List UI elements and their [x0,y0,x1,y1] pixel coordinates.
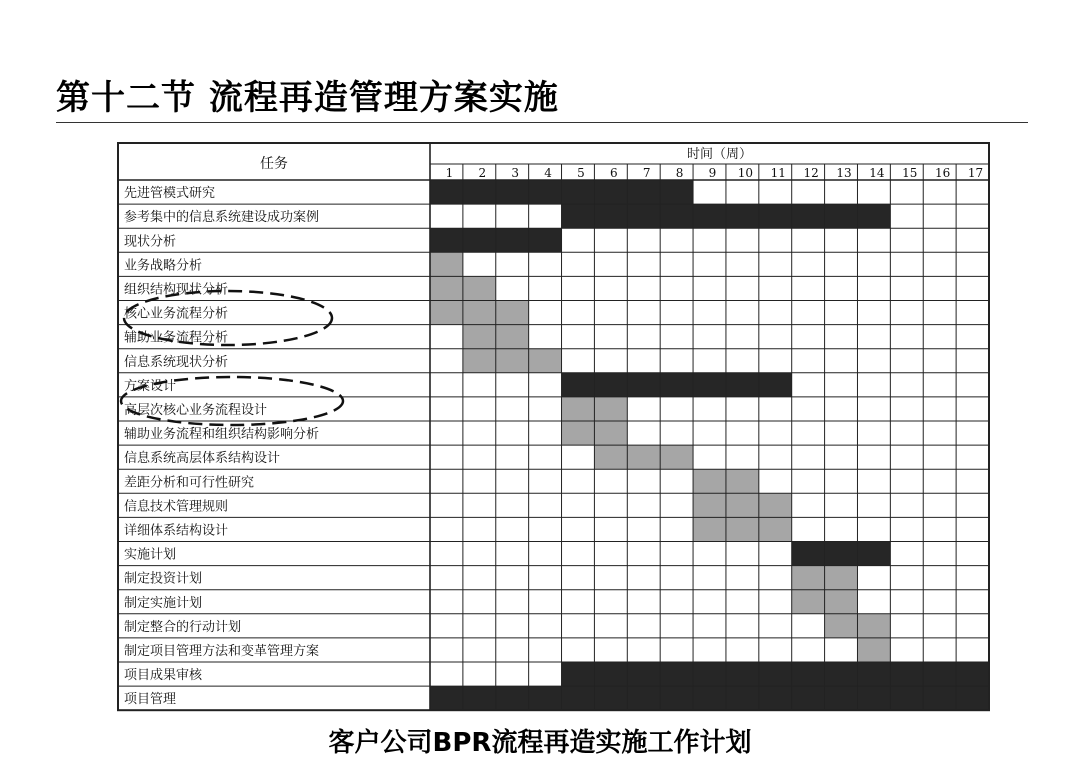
gantt-bar [792,542,891,566]
week-number-label: 14 [869,166,885,180]
task-name-label: 详细体系结构设计 [124,523,229,539]
task-name-label: 实施计划 [124,547,177,563]
task-name-label: 方案设计 [124,378,177,394]
week-number-label: 3 [511,166,520,180]
week-number-label: 5 [577,166,585,180]
gantt-bar [594,445,693,469]
gantt-bar [430,252,463,276]
task-name-label: 组织结构现状分析 [124,282,229,298]
gantt-bar [463,349,562,373]
task-name-label: 核心业务流程分析 [124,306,229,322]
task-name-label: 信息技术管理规则 [124,499,229,515]
gantt-bar [693,493,792,517]
week-number-label: 10 [737,166,754,180]
task-name-label: 信息系统高层体系结构设计 [124,451,281,467]
week-number-label: 1 [445,166,454,180]
slide-title: 第十二节 流程再造管理方案实施 [56,78,559,118]
task-name-label: 业务战略分析 [124,258,203,274]
task-name-label: 制定整合的行动计划 [124,619,242,635]
task-name-label: 辅助业务流程和组织结构影响分析 [124,427,320,443]
week-number-label: 8 [675,166,684,180]
task-name-label: 辅助业务流程分析 [124,330,229,346]
task-name-label: 项目管理 [124,692,177,708]
task-name-label: 高层次核心业务流程设计 [124,402,268,418]
task-name-label: 制定投资计划 [124,571,203,587]
task-name-label: 现状分析 [124,234,177,250]
task-name-label: 制定实施计划 [124,595,203,611]
week-number-label: 9 [708,166,717,180]
task-name-label: 制定项目管理方法和变革管理方案 [124,643,320,659]
week-number-label: 2 [478,166,487,180]
chart-caption: 客户公司BPR流程再造实施工作计划 [328,728,752,758]
gantt-bar [562,662,989,686]
week-number-label: 16 [935,166,951,180]
gantt-bar [562,373,792,397]
week-number-label: 6 [610,166,618,180]
task-name-label: 先进管模式研究 [124,186,216,202]
gantt-bar [430,686,989,710]
week-number-label: 4 [544,166,552,180]
week-number-label: 7 [642,166,651,180]
task-name-label: 项目成果审核 [124,668,203,684]
task-name-label: 差距分析和可行性研究 [124,475,255,491]
gantt-bar [693,517,792,541]
week-number-label: 15 [902,166,918,180]
week-number-label: 17 [967,166,984,180]
task-name-label: 信息系统现状分析 [124,354,229,370]
week-number-label: 12 [803,166,819,180]
gantt-bar [430,301,529,325]
task-name-label: 参考集中的信息系统建设成功案例 [124,210,320,226]
time-column-header: 时间（周） [686,147,753,162]
week-number-label: 13 [836,166,852,180]
week-number-label: 11 [770,166,786,180]
task-column-header: 任务 [260,156,288,172]
gantt-bar [857,638,890,662]
